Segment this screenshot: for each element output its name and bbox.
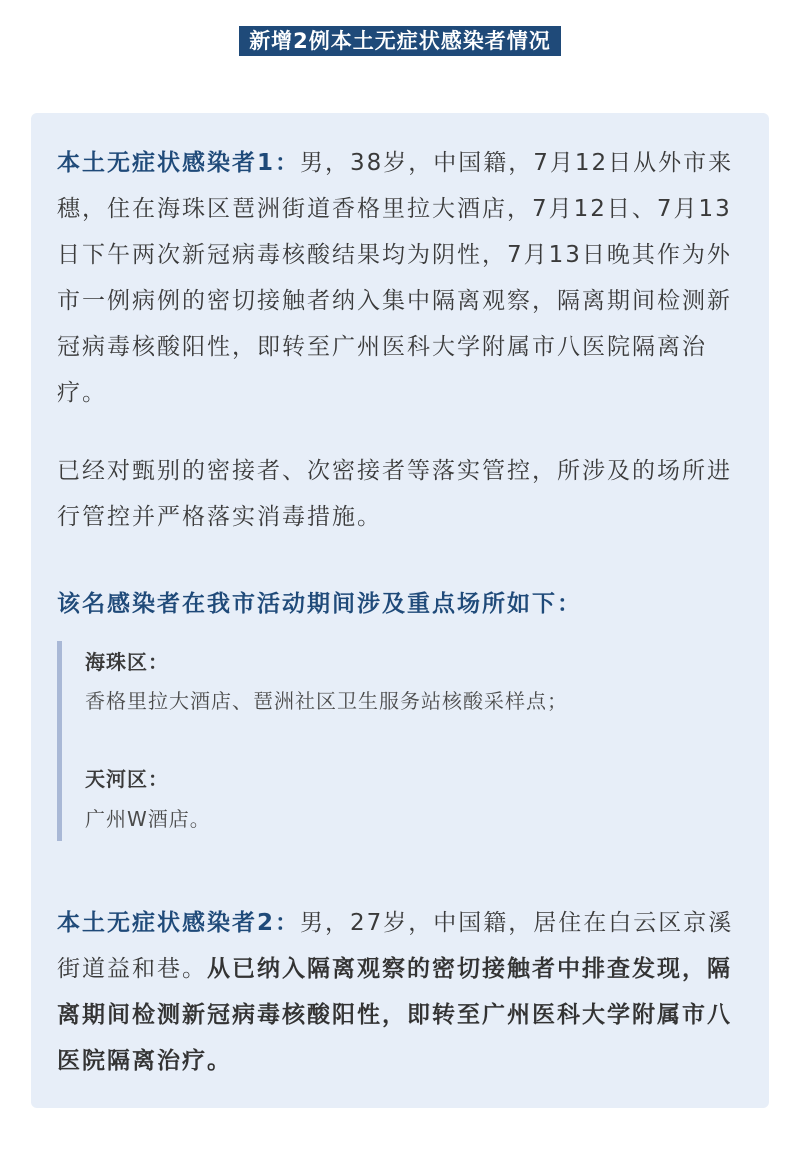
district-places: 广州W酒店。	[85, 807, 211, 831]
title-container	[0, 26, 800, 56]
district-places: 香格里拉大酒店、琶洲社区卫生服务站核酸采样点；	[85, 689, 568, 713]
district-name: 海珠区：	[85, 650, 169, 674]
places-blockquote	[57, 641, 748, 841]
district-name: 天河区：	[85, 767, 169, 791]
content-card	[31, 113, 769, 1108]
case2-paragraph	[57, 900, 747, 1084]
case1-label: 本土无症状感染者1：	[57, 150, 301, 176]
places-heading: 该名感染者在我市活动期间涉及重点场所如下：	[57, 591, 582, 617]
case1-paragraph	[57, 140, 747, 416]
case2-bold-text: 从已纳入隔离观察的密切接触者中排查发现，隔离期间检测新冠病毒核酸阳性，即转至广州医科大学附属市八医院隔离治疗。	[57, 956, 732, 1074]
case1-text: 男，38岁，中国籍，7月12日从外市来穗，住在海珠区琶洲街道香格里拉大酒店，7月12日、7月13日下午两次新冠病毒核酸结果均为阴性，7月13日晚其作为外市一例病例的密切接触者纳入集中隔离观察，隔离期间检测新冠病毒核酸阳性，即转至广州医科大学附属市八医院隔离治疗。	[57, 150, 734, 406]
case2-text: 男，27岁，中国籍，居住在白云区京溪街道益和巷。	[57, 910, 734, 982]
page-title: 新增2例本土无症状感染者情况	[239, 26, 561, 56]
case2-label: 本土无症状感染者2：	[57, 910, 301, 936]
control-paragraph: 已经对甄别的密接者、次密接者等落实管控，所涉及的场所进行管控并严格落实消毒措施。	[57, 458, 732, 530]
